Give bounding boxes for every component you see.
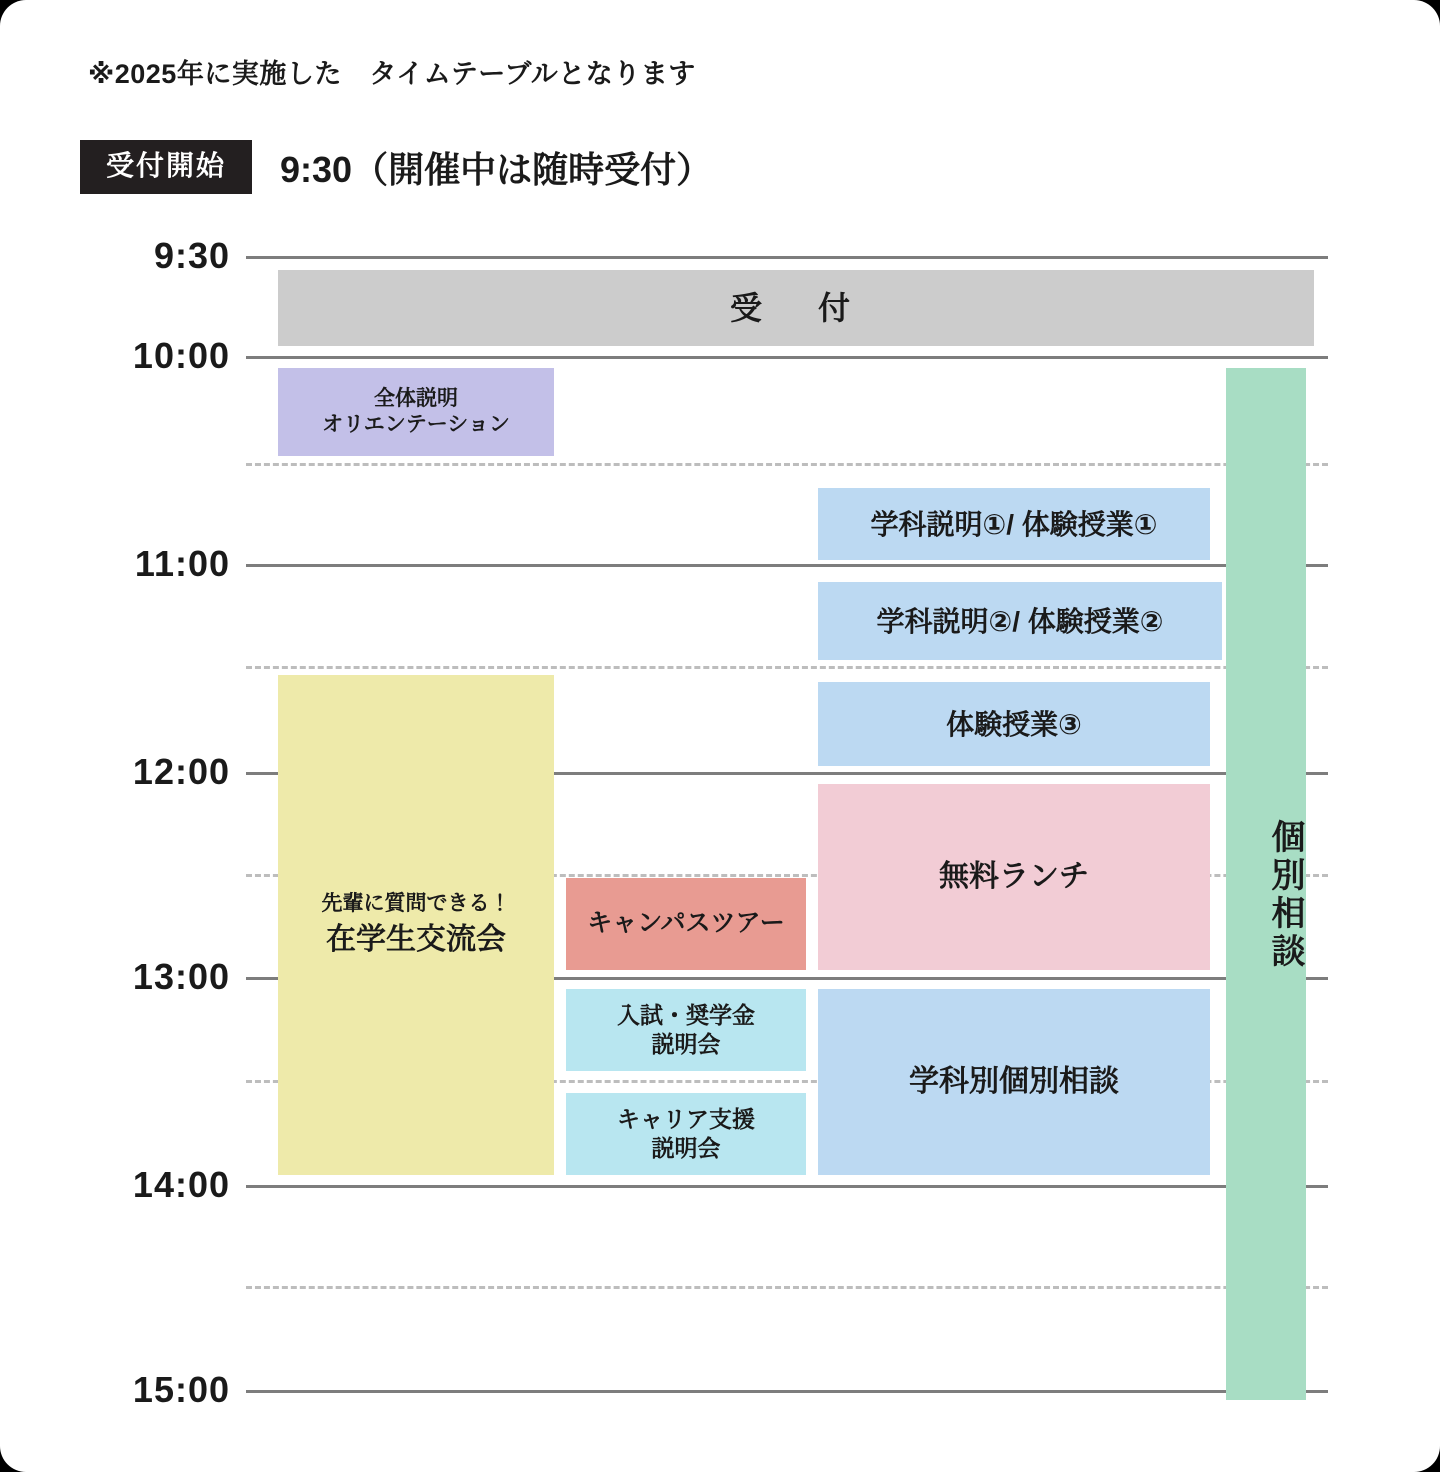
block-lesson-1[interactable] (818, 488, 1210, 560)
block-career-support-label-1: キャリア支援 (617, 1106, 755, 1133)
hour-label-1200: 12:00 (132, 751, 230, 792)
block-lesson-2[interactable] (818, 582, 1222, 660)
hour-label-1500: 15:00 (132, 1369, 230, 1410)
grid-line-0930 (246, 256, 1328, 259)
block-lesson-3[interactable] (818, 682, 1210, 766)
grid-line-1430 (246, 1286, 1328, 1289)
reception-row (80, 140, 712, 194)
block-lesson-3-label: 体験授業③ (946, 708, 1082, 740)
hour-label-1300: 13:00 (132, 956, 230, 997)
grid-line-1100 (246, 564, 1328, 567)
block-career-support-label-2: 説明会 (651, 1135, 721, 1161)
block-reception-label: 受 付 (729, 290, 862, 326)
page-note: ※2025年に実施した タイムテーブルとなります (88, 59, 696, 89)
grid-line-1030 (246, 463, 1328, 466)
block-campus-tour[interactable] (566, 878, 806, 970)
block-reception[interactable] (278, 270, 1314, 346)
block-admission-scholarship-label-1: 入試・奨学金 (617, 1002, 755, 1029)
grid-line-1500 (246, 1390, 1328, 1393)
block-student-exchange-label-2: 在学生交流会 (326, 923, 506, 957)
block-lesson-2-label: 学科説明②/ 体験授業② (876, 605, 1164, 637)
block-orientation-label-1: 全体説明 (374, 386, 458, 410)
block-admission-scholarship[interactable] (566, 989, 806, 1071)
block-lunch[interactable] (818, 784, 1210, 970)
block-student-exchange-label-1: 先輩に質問できる！ (321, 892, 511, 916)
hour-label-1400: 14:00 (132, 1164, 230, 1205)
block-orientation-label-2: オリエンテーション (322, 413, 510, 436)
block-career-support[interactable] (566, 1093, 806, 1175)
grid-line-1130 (246, 666, 1328, 669)
block-campus-tour-label: キャンパスツアー (587, 909, 785, 938)
block-student-exchange[interactable] (278, 675, 554, 1175)
block-individual-consultation[interactable] (1226, 368, 1306, 1400)
block-admission-scholarship-label-2: 説明会 (651, 1031, 721, 1057)
block-lesson-1-label: 学科説明①/ 体験授業① (870, 508, 1158, 540)
hour-label-1100: 11:00 (134, 543, 230, 584)
block-department-consultation-label: 学科別個別相談 (909, 1065, 1119, 1099)
block-individual-consultation-label: 個別相談 (1266, 819, 1304, 971)
block-department-consultation[interactable] (818, 989, 1210, 1175)
block-lunch-label: 無料ランチ (939, 860, 1089, 894)
hour-label-0930: 9:30 (153, 235, 230, 276)
reception-badge: 受付開始 (80, 140, 252, 194)
reception-time: 9:30（開催中は随時受付） (280, 148, 713, 190)
block-orientation[interactable] (278, 368, 554, 456)
grid-line-1000 (246, 356, 1328, 359)
hour-label-1000: 10:00 (132, 335, 230, 376)
timetable-grid (0, 220, 1440, 1460)
grid-line-1400 (246, 1185, 1328, 1188)
